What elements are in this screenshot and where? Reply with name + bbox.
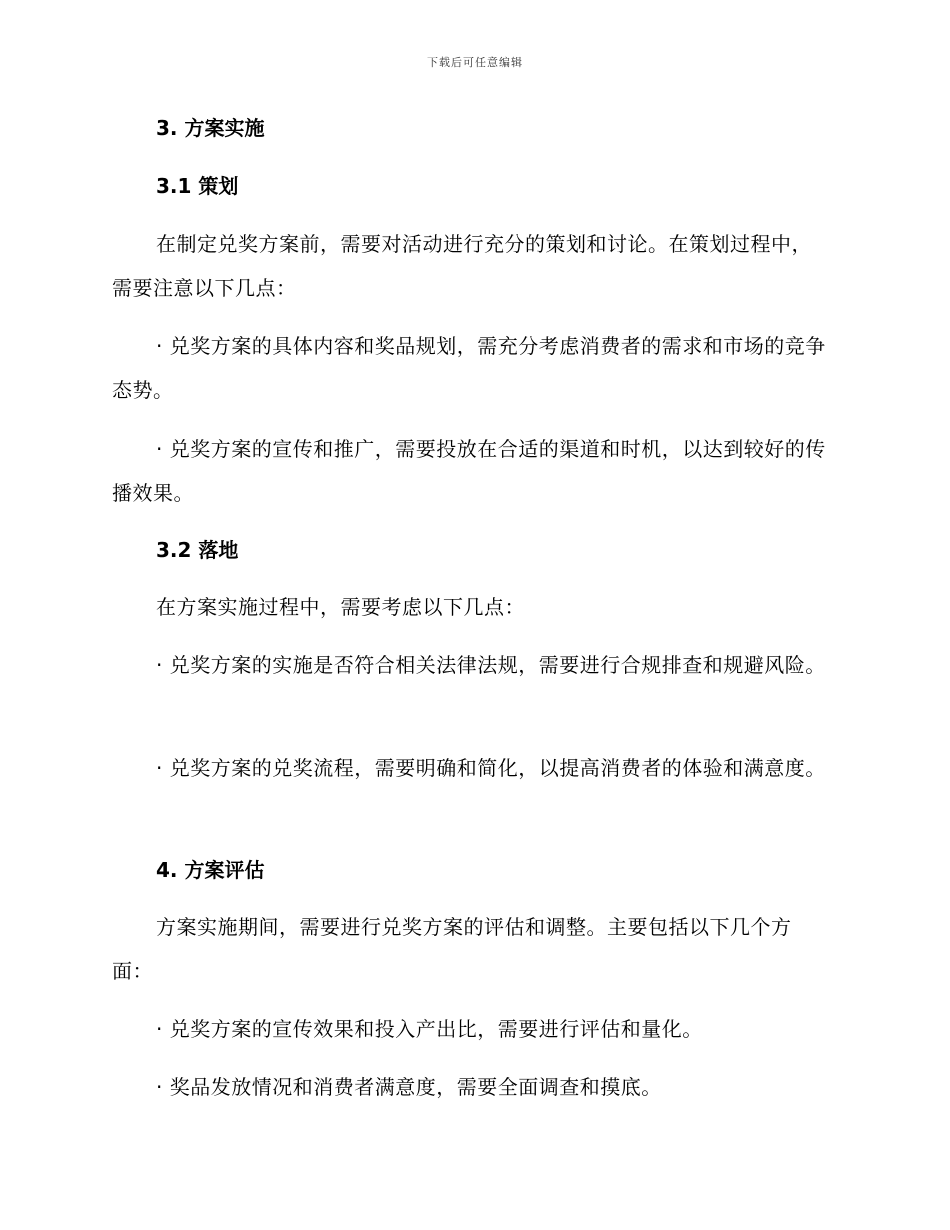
section-4-intro-paragraph: 方案实施期间，需要进行兑奖方案的评估和调整。主要包括以下几个方面： [112,915,792,983]
section-3-1-intro-paragraph: 在制定兑奖方案前，需要对活动进行充分的策划和讨论。在策划过程中，需要注意以下几点： [112,232,812,300]
section-3-heading: 3. 方案实施 [156,116,265,140]
section-4-heading: 4. 方案评估 [156,858,265,882]
section-3-2-intro-paragraph: 在方案实施过程中，需要考虑以下几点： [156,595,525,619]
section-3-2-bullet-2: · 兑奖方案的兑奖流程，需要明确和简化，以提高消费者的体验和满意度。 [156,756,826,780]
section-3-2-heading: 3.2 落地 [156,538,239,562]
section-3-1-bullet-2: · 兑奖方案的宣传和推广，需要投放在合适的渠道和时机，以达到较好的传播效果。 [112,437,826,505]
section-4-bullet-2: · 奖品发放情况和消费者满意度，需要全面调查和摸底。 [156,1075,662,1099]
header-note: 下载后可任意编辑 [427,56,523,69]
section-3-1-bullet-1: · 兑奖方案的具体内容和奖品规划，需充分考虑消费者的需求和市场的竞争态势。 [112,334,826,402]
section-3-1-heading: 3.1 策划 [156,174,239,198]
section-3-2-bullet-1: · 兑奖方案的实施是否符合相关法律法规，需要进行合规排查和规避风险。 [156,653,826,677]
section-4-bullet-1: · 兑奖方案的宣传效果和投入产出比，需要进行评估和量化。 [156,1017,703,1041]
